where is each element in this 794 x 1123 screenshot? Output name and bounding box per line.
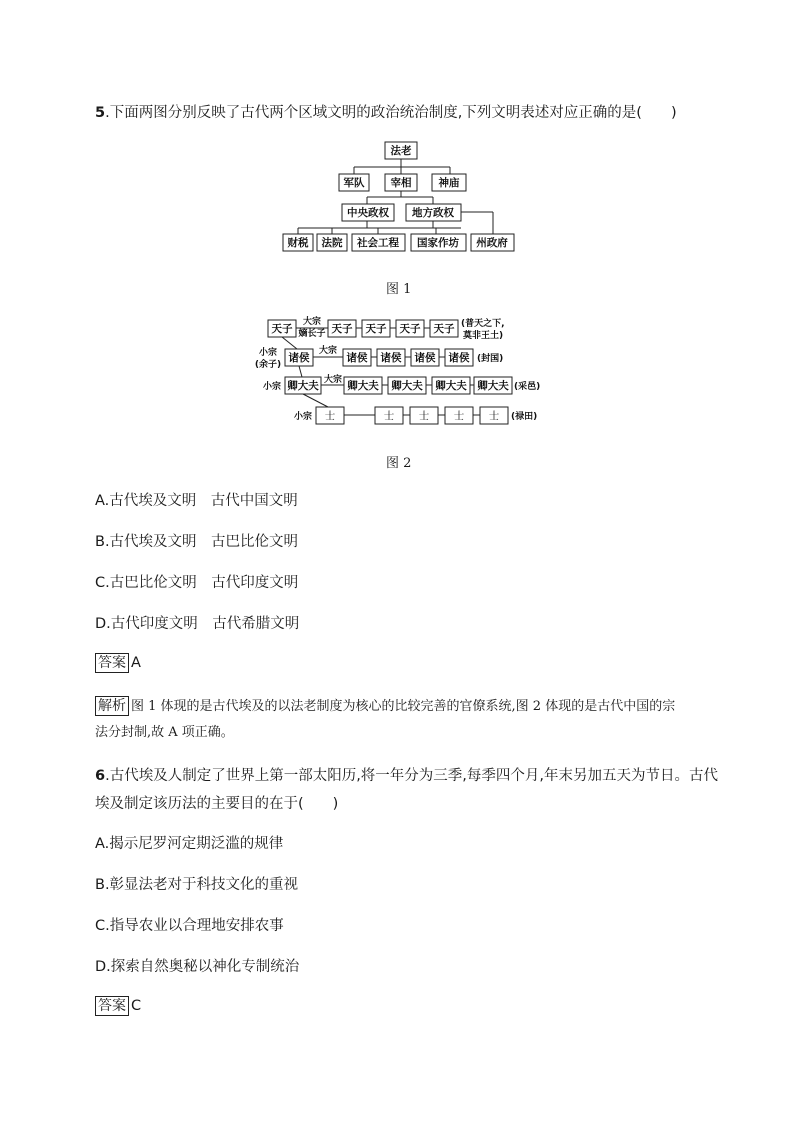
fig2-note: (禄田)	[511, 412, 538, 422]
question-text: .下面两图分别反映了古代两个区域文明的政治统治制度,下列文明表述对应正确的是( )	[105, 105, 677, 121]
fig2-edge-label: 大宗	[323, 375, 343, 385]
fig2-node: 卿大夫	[391, 380, 423, 392]
explanation-tag: 解析	[95, 696, 129, 716]
option-d[interactable]: D.古代印度文明 古代希腊文明	[95, 616, 300, 632]
fig1-node: 军队	[343, 177, 365, 189]
fig2-node: 天子	[365, 323, 387, 335]
fig2-note: (普天之下,	[461, 319, 505, 329]
fig2-node: 天子	[331, 323, 353, 335]
option-a[interactable]: A.古代埃及文明 古代中国文明	[95, 493, 298, 509]
fig2-node: 天子	[271, 323, 293, 335]
answer-value: C	[131, 998, 142, 1014]
fig2-node: 诸侯	[288, 352, 310, 364]
fig2-note: (采邑)	[514, 382, 541, 392]
figure-2-zongfa-hierarchy	[250, 312, 560, 430]
fig2-edge-label: 嫡长子	[298, 329, 326, 339]
fig2-node: 卿大夫	[477, 380, 509, 392]
fig2-node: 卿大夫	[435, 380, 467, 392]
fig2-node: 诸侯	[414, 352, 436, 364]
fig2-node: 卿大夫	[347, 380, 379, 392]
fig2-node: 士	[418, 410, 430, 422]
fig1-node: 社会工程	[357, 237, 399, 249]
explanation-q5-line2: 法分封制,故 A 项正确。	[95, 725, 234, 740]
option-a[interactable]: A.揭示尼罗河定期泛滥的规律	[95, 836, 284, 852]
question-6-stem-line2: 埃及制定该历法的主要目的在于( )	[95, 796, 339, 812]
fig2-node: 士	[324, 410, 336, 422]
question-number: 5	[95, 105, 106, 121]
figure-1-egypt-hierarchy	[270, 138, 530, 256]
question-number: 6	[95, 768, 106, 784]
fig2-node: 诸侯	[380, 352, 402, 364]
fig1-node: 州政府	[476, 237, 508, 249]
fig2-left-label: (余子)	[254, 360, 282, 370]
option-c[interactable]: C.指导农业以合理地安排农事	[95, 918, 284, 934]
explanation-text: 图 1 体现的是古代埃及的以法老制度为核心的比较完善的官僚系统,图 2 体现的是古代中国的宗	[131, 699, 676, 714]
explanation-q5-line1	[95, 692, 675, 721]
answer-value: A	[131, 655, 141, 671]
fig1-node-pharaoh: 法老	[390, 145, 412, 157]
fig1-node: 国家作坊	[417, 237, 459, 249]
fig1-node: 财税	[287, 237, 309, 249]
answer-tag: 答案	[95, 653, 129, 673]
fig2-node: 士	[488, 410, 500, 422]
fig2-node: 诸侯	[346, 352, 368, 364]
fig2-left-label: 小宗	[262, 382, 282, 392]
fig2-note: 莫非王土)	[463, 331, 504, 341]
option-b[interactable]: B.古代埃及文明 古巴比伦文明	[95, 534, 299, 550]
fig2-note: (封国)	[477, 354, 504, 364]
answer-q5	[95, 653, 141, 673]
question-5-stem	[95, 101, 677, 122]
fig2-node: 诸侯	[448, 352, 470, 364]
option-c[interactable]: C.古巴比伦文明 古代印度文明	[95, 575, 299, 591]
option-d[interactable]: D.探索自然奥秘以神化专制统治	[95, 959, 300, 975]
question-6-stem-line1	[95, 764, 718, 785]
fig2-node: 天子	[399, 323, 421, 335]
fig2-node: 士	[453, 410, 465, 422]
fig2-edge-label: 大宗	[318, 346, 338, 356]
answer-q6	[95, 996, 141, 1016]
fig1-node: 中央政权	[347, 207, 389, 219]
fig2-node: 天子	[433, 323, 455, 335]
fig1-node: 神庙	[438, 177, 460, 189]
option-b[interactable]: B.彰显法老对于科技文化的重视	[95, 877, 299, 893]
answer-tag: 答案	[95, 996, 129, 1016]
fig2-left-label: 小宗	[293, 412, 313, 422]
fig1-node: 法院	[321, 237, 343, 249]
figure-2-caption: 图 2	[386, 456, 412, 471]
fig2-left-label: 小宗	[258, 348, 278, 358]
fig1-node: 宰相	[390, 177, 412, 189]
fig2-node: 士	[383, 410, 395, 422]
fig1-node: 地方政权	[412, 207, 454, 219]
fig2-edge-label: 大宗	[302, 317, 322, 327]
question-text: .古代埃及人制定了世界上第一部太阳历,将一年分为三季,每季四个月,年末另加五天为节日。古代	[105, 768, 719, 784]
figure-1-caption: 图 1	[386, 282, 412, 297]
fig2-node: 卿大夫	[287, 380, 319, 392]
